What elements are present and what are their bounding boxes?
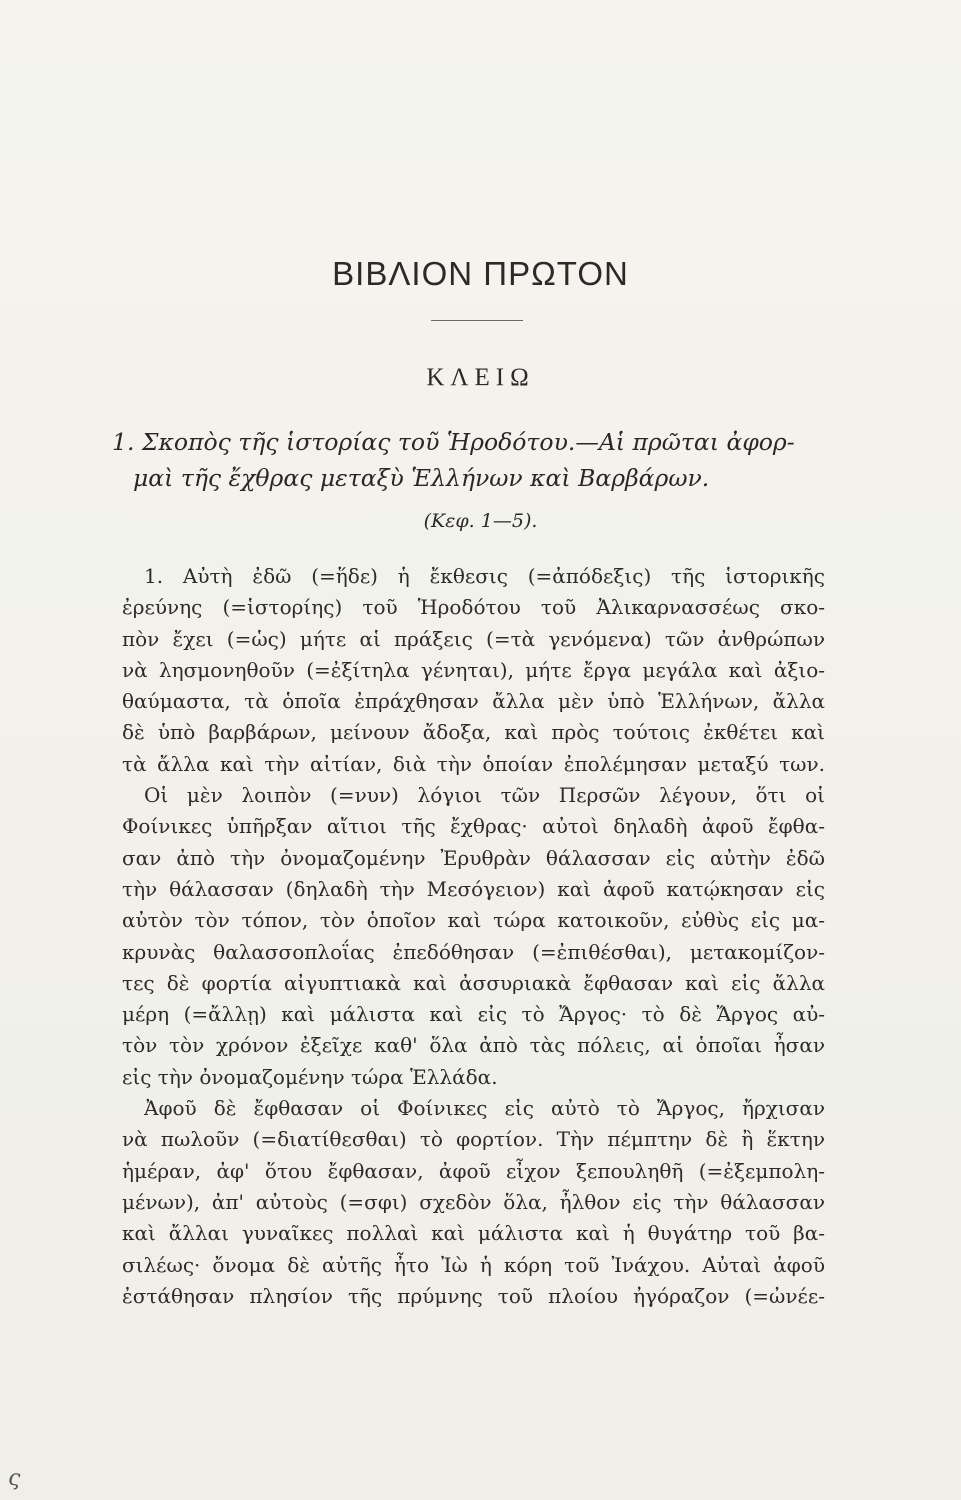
chapter-heading-line-2: μαὶ τῆς ἔχθρας μεταξὺ Ἑλλήνων καὶ Βαρβάρων. (133, 464, 710, 492)
stray-mark: ς (8, 1466, 21, 1491)
text-line: ἐστάθησαν πλησίον τῆς πρύμνης τοῦ πλοίου ἠγόραζον (=ὠνέε- (122, 1283, 825, 1308)
text-line: δὲ ὑπὸ βαρβάρων, μείνουν ἄδοξα, καὶ πρὸς τούτοις ἐκθέτει καὶ (122, 720, 825, 745)
title-divider (431, 320, 523, 321)
text-line: πὸν ἔχει (=ὡς) μήτε αἱ πράξεις (=τὰ γενόμενα) τῶν ἀνθρώπων (122, 626, 825, 651)
text-line: τὴν θάλασσαν (δηλαδὴ τὴν Μεσόγειον) καὶ ἀφοῦ κατῴκησαν εἰς (122, 876, 825, 901)
text-line: τὸν τὸν χρόνον ἐξεῖχε καθ' ὅλα ἀπὸ τὰς πόλεις, αἱ ὁποῖαι ἦσαν (122, 1033, 825, 1058)
text-line: μέρη (=ἄλλῃ) καὶ μάλιστα καὶ εἰς τὸ Ἄργος· τὸ δὲ Ἄργος αὐ- (122, 1002, 825, 1027)
text-line: κρυνὰς θαλασσοπλοΐας ἐπεδόθησαν (=ἐπιθέσθαι), μετακομίζον- (122, 939, 825, 964)
text-line: ἐρεύνης (=ἱστορίης) τοῦ Ἡροδότου τοῦ Ἀλικαρνασσέως σκο- (122, 595, 825, 620)
text-line: Οἱ μὲν λοιπὸν (=νυν) λόγιοι τῶν Περσῶν λέγουν, ὅτι οἱ (144, 783, 825, 808)
text-line: νὰ πωλοῦν (=διατίθεσθαι) τὸ φορτίον. Τὴν πέμπτην δὲ ἢ ἕκτην (122, 1127, 825, 1152)
text-line: ἡμέραν, ἀφ' ὅτου ἔφθασαν, ἀφοῦ εἶχον ξεπουληθῆ (=ἐξεμπολη- (122, 1158, 825, 1183)
text-line: αὐτὸν τὸν τόπον, τὸν ὁποῖον καὶ τώρα κατοικοῦν, εὐθὺς εἰς μα- (122, 908, 825, 933)
body-text (122, 561, 825, 1312)
text-line: νὰ λησμονηθοῦν (=ἐξίτηλα γένηται), μήτε ἔργα μεγάλα καὶ ἀξιο- (122, 657, 825, 682)
text-line: εἰς τὴν ὀνομαζομένην τώρα Ἑλλάδα. (122, 1064, 498, 1089)
book-title: ΒΙΒΛΙΟΝ ΠΡΩΤΟΝ (332, 255, 629, 292)
chapter-reference: (Κεφ. 1—5). (423, 510, 538, 532)
text-line: 1. Αὐτὴ ἐδῶ (=ἥδε) ἡ ἔκθεσις (=ἀπόδεξις) τῆς ἱστορικῆς (144, 564, 825, 588)
chapter-heading (112, 424, 832, 496)
chapter-heading-line-1: 1. Σκοπὸς τῆς ἱστορίας τοῦ Ἡροδότου.—Αἱ πρῶται ἀφορ- (112, 428, 795, 456)
text-line: θαύμαστα, τὰ ὁποῖα ἐπράχθησαν ἄλλα μὲν ὑπὸ Ἑλλήνων, ἄλλα (122, 689, 825, 714)
text-line: τες δὲ φορτία αἰγυπτιακὰ καὶ ἀσσυριακὰ ἔφθασαν καὶ εἰς ἄλλα (122, 970, 825, 995)
text-line: σαν ἀπὸ τὴν ὀνομαζομένην Ἐρυθρὰν θάλασσαν εἰς αὐτὴν ἐδῶ (122, 845, 825, 870)
text-line: τὰ ἄλλα καὶ τὴν αἰτίαν, διὰ τὴν ὁποίαν ἐπολέμησαν μεταξύ των. (122, 751, 825, 776)
text-line: σιλέως· ὄνομα δὲ αὐτῆς ἦτο Ἰὼ ἡ κόρη τοῦ Ἰνάχου. Αὐταὶ ἀφοῦ (122, 1252, 825, 1277)
text-line: καὶ ἄλλαι γυναῖκες πολλαὶ καὶ μάλιστα καὶ ἡ θυγάτηρ τοῦ βα- (122, 1221, 825, 1246)
text-line: Φοίνικες ὑπῆρξαν αἴτιοι τῆς ἔχθρας· αὐτοὶ δηλαδὴ ἀφοῦ ἔφθα- (122, 814, 825, 839)
text-line: μένων), ἀπ' αὐτοὺς (=σφι) σχεδὸν ὅλα, ἦλθον εἰς τὴν θάλασσαν (122, 1189, 825, 1214)
section-name: ΚΛΕΙΩ (426, 364, 535, 391)
text-line: Ἀφοῦ δὲ ἔφθασαν οἱ Φοίνικες εἰς αὐτὸ τὸ Ἄργος, ἤρχισαν (144, 1096, 825, 1121)
